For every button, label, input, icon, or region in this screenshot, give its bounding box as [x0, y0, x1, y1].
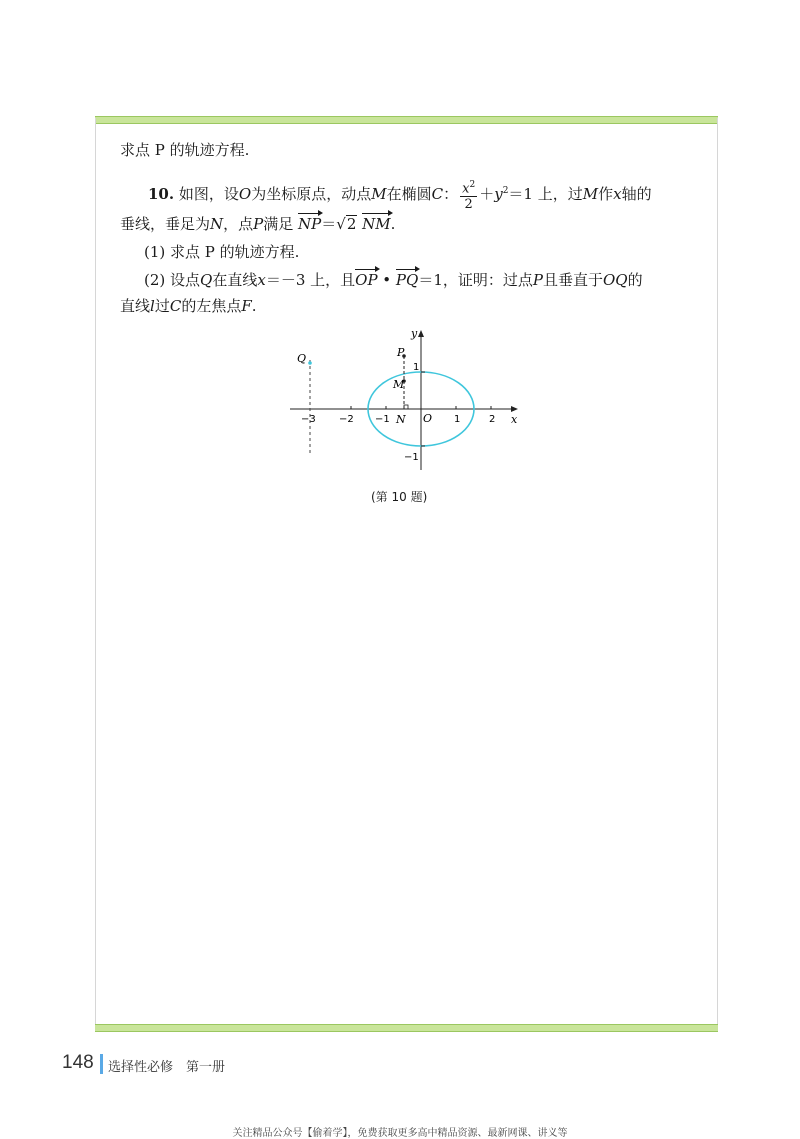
sub2-text: ＝1，证明：过点: [418, 271, 533, 289]
sub2-text: 且垂直于: [542, 271, 603, 289]
label-tick-neg1: −1: [404, 452, 419, 463]
sub2-text: 在直线: [212, 271, 258, 289]
sub2-text: 过: [154, 297, 170, 315]
watermark-text: 关注精品公众号【偷着学】，免费获取更多高中精品资源、最新网课、讲义等: [232, 1128, 568, 1139]
label-M: M: [393, 378, 405, 391]
q10-text: 作: [598, 185, 614, 204]
label-x: x: [511, 413, 518, 426]
sub-question-2-line-1: [144, 270, 643, 290]
text-line-1: [120, 140, 249, 160]
question-number: 10.: [148, 185, 175, 204]
sub2-text: (2) 设点: [144, 271, 201, 289]
point-Q: [308, 361, 312, 365]
sub-question-2-line-2: [120, 296, 257, 316]
label-Q: Q: [297, 352, 307, 365]
symbol-N: N: [210, 215, 224, 233]
bottom-green-band: [95, 1024, 718, 1032]
right-angle-mark: [404, 405, 408, 409]
q10-text: ＋: [479, 185, 495, 204]
label-O: O: [423, 412, 433, 425]
y-axis-arrow: [418, 330, 424, 337]
sub2-text: ＝－3 上，且: [265, 271, 356, 289]
q10-text: 在椭圆: [386, 185, 432, 204]
q10-text: 为坐标原点，动点: [251, 185, 372, 204]
symbol-M: M: [582, 185, 599, 204]
label-x-2: 2: [489, 414, 496, 425]
symbol-x: x: [613, 185, 622, 204]
book-title: 选择性必修 第一册: [108, 1060, 226, 1075]
question-10-line-2: 垂线，垂足为N，点P满足 NP＝√2 NM.: [120, 215, 396, 233]
figure-caption: (第 10 题): [371, 490, 428, 504]
symbol-Q: Q: [200, 271, 213, 289]
symbol-P: P: [532, 271, 543, 289]
sqrt-2: 2: [346, 215, 357, 233]
sub2-text: 直线: [120, 297, 151, 315]
q10-text: ，点: [223, 215, 254, 233]
sub1-text: (1) 求点 P 的轨迹方程.: [144, 243, 300, 261]
q10-text: 如图，设: [178, 185, 239, 204]
symbol-M: M: [371, 185, 387, 204]
vector-PQ: PQ: [395, 271, 419, 289]
x-axis-arrow: [511, 406, 518, 412]
label-P: P: [397, 346, 405, 359]
symbol-P: P: [253, 215, 264, 233]
ellipse-figure: [280, 322, 530, 472]
sub-question-1: [144, 242, 299, 262]
symbol-F: F: [241, 297, 252, 315]
label-tick-1: 1: [413, 362, 420, 373]
vector-OP: OP: [355, 271, 378, 289]
symbol-O: O: [238, 185, 252, 204]
q10-text: .: [390, 215, 396, 233]
question-10-line-1: [120, 178, 652, 212]
carryover-text: 求点 P 的轨迹方程.: [120, 141, 250, 159]
symbol-C: C: [169, 297, 182, 315]
y-sup: 2: [502, 186, 509, 197]
label-x-neg3: −3: [301, 414, 316, 425]
q10-text: 垂线，垂足为: [120, 215, 211, 233]
q10-text: ＝: [321, 215, 337, 233]
frac-sup: 2: [469, 180, 476, 190]
label-x-neg1: −1: [375, 414, 390, 425]
symbol-C: C: [431, 185, 444, 204]
sub2-text: 的左焦点: [181, 297, 242, 315]
symbol-y: y: [494, 185, 503, 204]
label-y: y: [411, 327, 418, 340]
frac-denominator: 2: [464, 197, 473, 213]
q10-text: 满足: [263, 215, 294, 233]
page-number: 148: [62, 1052, 94, 1073]
symbol-l: l: [150, 297, 155, 315]
symbol-x: x: [257, 271, 266, 289]
q10-text: ：: [443, 185, 459, 204]
dot-product: •: [377, 271, 396, 289]
label-x-1: 1: [454, 414, 461, 425]
label-x-neg2: −2: [339, 414, 354, 425]
footer-accent-bar: [100, 1054, 103, 1074]
symbol-OQ: OQ: [602, 271, 628, 289]
q10-text: 轴的: [621, 185, 652, 204]
frac-numerator: x: [462, 181, 470, 197]
fraction-x2-over-2: [460, 178, 477, 212]
label-N: N: [396, 413, 406, 426]
q10-text: ＝1 上，过: [508, 185, 583, 204]
vector-NP: NP: [298, 215, 322, 233]
sub2-text: .: [251, 297, 257, 315]
sub2-text: 的: [627, 271, 643, 289]
vector-NM: NM: [362, 215, 391, 233]
